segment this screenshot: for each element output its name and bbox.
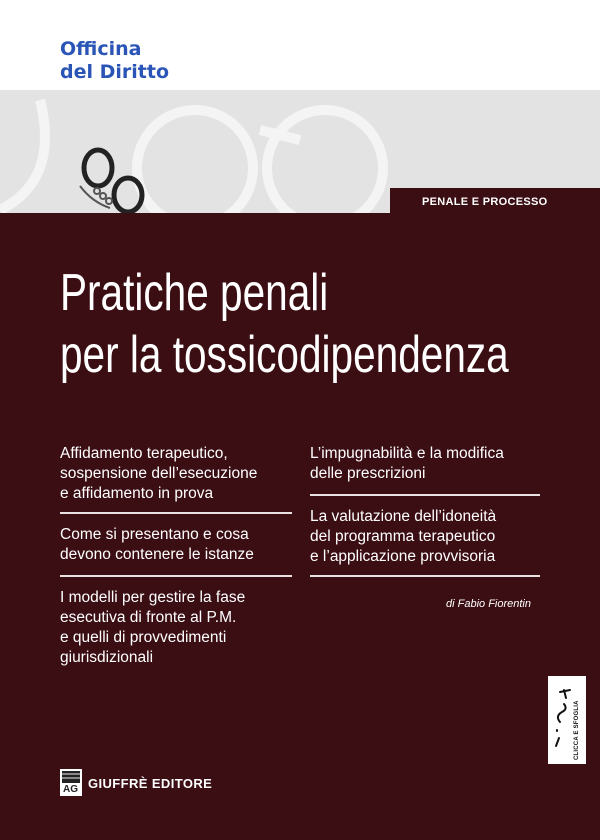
bullet-line: esecutiva di fronte al P.M. xyxy=(60,609,237,626)
bullet-line: sospensione dell’esecuzione xyxy=(60,465,258,482)
clicca-e-sfoglia-badge[interactable] xyxy=(548,676,586,764)
divider-left-2 xyxy=(60,575,292,577)
bullet-line: giurisdizionali xyxy=(60,649,154,666)
bullet-istanze xyxy=(60,525,254,565)
clicca-label: CLICCA E SFOGLIA xyxy=(574,700,580,760)
bullet-line: e quelli di provvedimenti xyxy=(60,629,227,646)
bullet-valutazione xyxy=(310,507,496,567)
bullet-line: La valutazione dell’idoneità xyxy=(310,508,497,525)
top-band xyxy=(0,0,600,90)
series-line-2: del Diritto xyxy=(60,61,169,83)
book-title xyxy=(60,262,509,386)
bullet-line: e l’applicazione provvisoria xyxy=(310,548,496,565)
bullet-line: Come si presentano e cosa xyxy=(60,526,249,543)
divider-left-1 xyxy=(60,512,292,514)
bullet-line: I modelli per gestire la fase xyxy=(60,589,246,606)
bullet-line: del programma terapeutico xyxy=(310,528,496,545)
logo-text: AG xyxy=(63,784,78,795)
category-label: PENALE E PROCESSO xyxy=(422,196,548,208)
title-line-2: per la tossicodipendenza xyxy=(60,326,509,384)
title-line-1: Pratiche penali xyxy=(60,264,329,322)
series-line-1: Officina xyxy=(60,38,142,60)
divider-right-2 xyxy=(310,575,540,577)
bullet-line: delle prescrizioni xyxy=(310,465,426,482)
bullet-modelli xyxy=(60,588,245,668)
bullet-line: e affidamento in prova xyxy=(60,485,214,502)
bullet-line: devono contenere le istanze xyxy=(60,546,254,563)
giuffre-logo-icon xyxy=(60,769,82,796)
bullet-line: L’impugnabilità e la modifica xyxy=(310,445,504,462)
author: di Fabio Fiorentin xyxy=(446,598,531,610)
clicca-icon xyxy=(548,676,586,764)
divider-right-1 xyxy=(310,494,540,496)
bullet-line: Affidamento terapeutico, xyxy=(60,445,228,462)
bullet-impugnabilita xyxy=(310,444,504,484)
publisher-name: GIUFFRÈ EDITORE xyxy=(88,776,213,791)
bullet-affidamento xyxy=(60,444,257,504)
series-name xyxy=(60,38,169,84)
